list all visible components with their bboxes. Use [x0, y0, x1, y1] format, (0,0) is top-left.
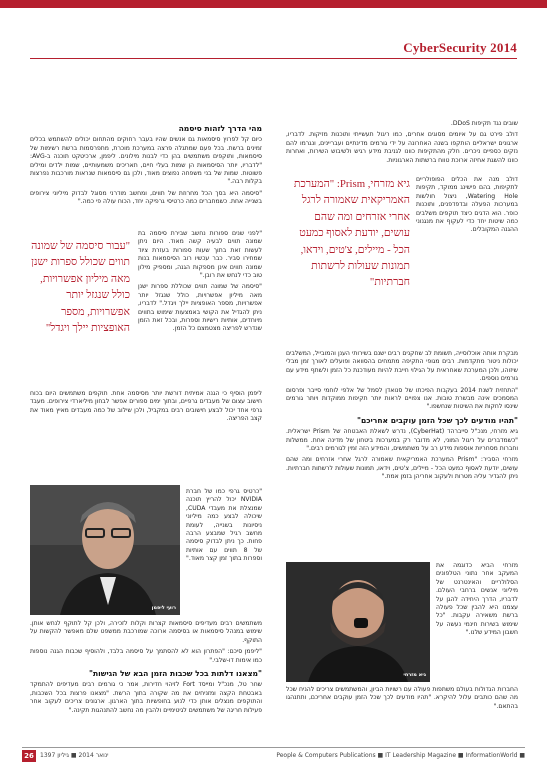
roi-lipman-photo [30, 485, 180, 615]
right-column-mid [286, 350, 518, 560]
page-footer [22, 747, 525, 762]
guy-mizrahi-photo [286, 562, 430, 682]
left-paragraph-4: "סיסמה של שמונה תווים שכוללת ספרות ישנן מאה מיליון אפשרויות, כולל שנגזל יותר אפשרויות, מספר האופציות יילך ויגדל." לדבריו, ניתן להגדיל את הקושי באמצעות שימוש בתווים מיוחדים, אותיות רישיות וספרות, ובכל זאת הזמן שנדרש לפריצה מצטמצם כל הזמן. [138, 283, 262, 333]
publisher-info: People & Computers Publications ■ IT Leadership Magazine ■ InformationWorld ■ [276, 752, 525, 759]
left-paragraph-8: שחר טל, מנכ"ל ומייסד Fort לזיהוי חדירות, אמר כי גורמים רבים מעדיפים להתמקד באבטחת הקצה ומזניחים את מה שקורה בתוך הרשת. "מצאנו פרצות בכל השכבות, והתוקפים מנצלים אותן כדי לנוע בחופשיות בתוך הארגון. ארגונים צריכים לעקוב אחר פעילות חריגה של משתמשים לגיטימיים ולהבין מה נחשב להתנהגות תקינה." [30, 681, 262, 714]
left-paragraph-2: "סיסמה היא בסך הכל מחרוזת של תווים, ומחשב מודרני מסוגל לבדוק מיליוני צירופים בשנייה אחת. כשמחברים כמה כרטיסי גרפיקה יחד, הכוח עולה פי כמה." [30, 189, 262, 206]
right-narrow-column-2 [436, 562, 518, 680]
left-paragraph-7: "ליפמן סיכם: "הפתרון הוא לא להסתמך על סיסמה בלבד, ולהוסיף שכבות הגנה נוספות כמו אימות דו-שלבי." [30, 648, 262, 664]
left-heading-2: "מצאנו דלתות בכל שכבות הזמן הבא של הגישות" [89, 669, 262, 679]
right-narrow-column [416, 176, 518, 346]
right-heading: "תהיו מודעים לכך שכל הזמן עוקבים אחריכם" [356, 415, 518, 425]
left-paragraph-3: "לפני שנים ספורות נחשב שבירת סיסמה בת שמונה תווים לבעיה קשה מאוד. היום ניתן לעשות זאת בתוך שעות ספורות בעזרת ציוד שמחירו סביר. כבר עכשיו רוב הסיסמאות בנות שמונה תווים אינן מספקות הגנה, ומספיק מילון טוב כדי לנחש את רובן." [138, 230, 262, 280]
left-narrow-column [138, 230, 262, 386]
right-paragraph-2: דולב פירט גם על איומים מסוגים אחרים, כמו ריגול תעשייתי ותוכנות מזיקות. לדבריו, ארגונים ישראליים הותקפו בשנה האחרונה על ידי גורמים מדינתיים ועבריינים, ונגרמו להם נזקים כספיים ניכרים. חלק מהתקיפות כוונו לגניבת מידע רגיש ולשיבוש השירות, ואחרות כוונו להשגת אחיזה ארוכת טווח ברשתות הארגוניות. [286, 131, 518, 164]
page-number: 26 [22, 750, 36, 762]
right-paragraph-1: שובים נגד תקיפות DDoS. [450, 120, 518, 127]
right-paragraph-6: גיא מזרחי, מנכ"ל סייברהד (CyberHat), נדרש לשאלת האבטחה של Prism ישראלית. "כשמדברים על ריגול המוני, לא מדובר רק במערכות ביטחון של מדינה אחת. ממשלות וחברות מסחריות אוספות מידע רב על משתמשים, והמידע הזה זמין לגורמים רבים." [286, 428, 518, 453]
left-paragraph-1: כיום קל לפרוץ סיסמאות גם אנשים שהיו בעבר רחוקים מהתחום יכולים להשתמש בכלים זמינים ברשת. בכל פעם שמתגלה פרצה במערכת מוכרת, מתפרסמות ברשת רשימות של סיסמאות, ותוקפים משתמשים בהן כדי לבנות מילונים. ליפמן, ארכיטקט תוכנה ב-AVG: "לדבריו, יותר הסיסמאות הן שמות בעלי חיים, תאריכים משמעותיים, שמות ילדים ומילים פשוטות. שמות של בני משפחה נפוצים מאוד, ולכן גם סיסמאות שנראות מורכבות נפרצות בקלות רבה." [30, 136, 262, 186]
right-paragraph-8: מזרחי הביא כדוגמה את המעקב אחר נתוני הטלפונים הסלולריים והאינטרנט של מיליוני אנשים ברחבי העולם. לדבריו, הדרך היחידה להגן על עצמנו היא להבין שכל פעולה ברשת משאירה עקבות. "כל שימוש בשירות חינמי נעשה על חשבון המידע שלנו." [436, 562, 518, 637]
right-column-top [286, 120, 518, 170]
top-accent-bar [0, 0, 547, 8]
portrait-illustration-2 [286, 562, 430, 682]
right-paragraph-3: דולב מנה את הכלים הפופולריים לתקיפות, בהם פישינג ממוקד, תקיפות Watering Hole, ניצול חולשות במערכות הפעלה ובדפדפנים, ותוכנות כופר. הוא הדגים כיצד תוקפים משלבים כמה שיטות יחד כדי לעקוף את מנגנוני ההגנה המקובלים. [416, 176, 518, 234]
left-paragraph-5: ליפמן הוסיף כי הגנה אמיתית דורשת יותר מסיסמה אחת. תוקפים משתמשים היום בכוח חישוב עצום של מעבדים גרפיים, ובתוך ימים ספורים אפשר לבחון מיליארדי צירופים. מעבד גרפי אחד יכול לבצע חישובים רבים במקביל, ולכן שילוב של כמה מעבדים מאיץ מאוד את קצב הפריצה. [30, 390, 262, 423]
left-heading: מהי הדרך לזהות סיסמה [178, 124, 262, 133]
right-photo-caption: גיא מזרחי [403, 672, 426, 678]
right-paragraph-9: החברות הגדולות בעולם משתפות פעולה עם רשויות הביון, והמשתמשים צריכים להניח שכל מה שהם כותבים עלול להיקרא. "תהיו מודעים לכך שכל הזמן עוקבים אחריכם, ותתנהגו בהתאם." [286, 686, 518, 710]
header-rule [30, 58, 517, 59]
right-paragraph-5: "התחזית לשנת 2014 בעקבות הפיכתו של סנואדן לסמל של אלפי לוחמי סייבר ופרסום המסמכים אינה מבשרת טובות. אנו צפויים לראות יותר תקיפות ממוקדות ויותר גורמים שינסו לחקות את השיטות שנחשפו." [286, 386, 518, 411]
right-pull-quote-text: גיא מזרחי, Prism: "המערכת האמריקאית שאמורה לרגל אחרי אזרחים ומה שהם עושים, יודעת לאסוף כמעט הכל - מיילים, צ'טים, וידאו, תמונות שעולות לרשתות חברתיות" [293, 178, 410, 289]
issue-info: ינואר 2014 ■ גיליון 1397 [40, 752, 109, 759]
left-paragraph-6: משתמשים רבים מעדיפים סיסמאות קצרות וקלות לזכירה, ולכן קל לתוקף לנחש אותן. שימוש במנהל סיסמאות או בסיסמה ארוכה שמורכבת ממשפט שלם מאפשר להקשות על התוקף. [30, 620, 262, 644]
left-column-mid [30, 390, 262, 480]
magazine-section-title: CyberSecurity 2014 [403, 40, 517, 55]
right-column-bottom [286, 686, 518, 742]
right-pull-quote [286, 176, 410, 346]
left-sidebar-text: "כרטיס גרפי כמו של חברת NVIDIA יכול להריץ תוכנה שמנצלת את מעבדי CUDA, שיכולה לבצע כמה מיליוני ניסיונות בשנייה, לעומת מחשב רגיל שמבצע הרבה פחות. כך ניתן לבדוק סיסמה של 8 תווים עם אותיות וספרות בתוך זמן קצר מאוד." [186, 488, 262, 563]
right-paragraph-7: מזרחי הסביר: "Prism המערכת האמריקאית שאמורה לרגל אחרי אזרחים ומה שהם עושים, יודעת לאסוף כמעט הכל - מיילים, צ'טים, וידאו, תמונות שעולות לרשתות חברתיות. ניתן להגדיר עליה מטרות ולעקוב אחריהן בזמן אמת." [286, 456, 518, 481]
portrait-illustration [30, 485, 180, 615]
left-column-bottom [30, 620, 262, 742]
right-paragraph-4: מבקרת אותה אוכלוסייה, תשומת לב שחקנים רבים ישנם בשירותי הענן והמובייל, המשלבים יכולות ניטור מתקדמות. רבים מגופי התקיפה מתמחים בהסוואה ופועלים לאורך זמן מבלי שיזוהו, ולכן המערכת שאחראית על הגילוי חייבת להיות מעודכנת כל הזמן ולשתף מידע עם גורמים נוספים. [286, 350, 518, 383]
left-photo-caption: רועי ליפמן [151, 605, 176, 611]
left-pull-quote-text: "עבור סיסמה של שמונה תווים שכולל ספרות ישנן מאה מיליון אפשרויות, כולל שנגזל יותר אפשרויות, מספר האופציות יילך ויגדל" [31, 240, 130, 335]
left-column [30, 120, 262, 226]
left-sidebar [186, 488, 262, 616]
